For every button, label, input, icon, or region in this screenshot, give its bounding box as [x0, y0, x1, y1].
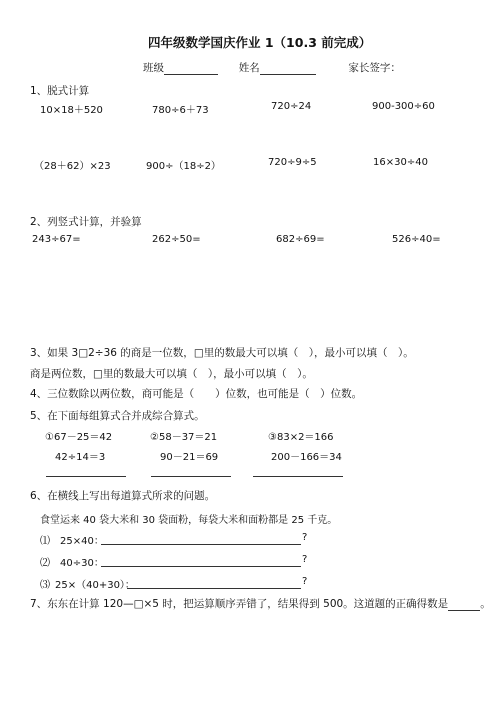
- q7-answer-blank[interactable]: [448, 598, 480, 611]
- q1-expr: 900÷（18÷2）: [146, 161, 221, 172]
- q5-eq: 200－166＝34: [271, 452, 342, 463]
- q2-item: 526÷40=: [392, 234, 441, 245]
- q6-item-number: ⑴: [40, 536, 50, 547]
- q3-line2: 商是两位数，□里的数最大可以填（ ），最小可以填（ ）。: [30, 368, 313, 380]
- q1-expr: 10×18＋520: [40, 105, 103, 116]
- q1-expr: 900-300÷60: [372, 101, 435, 112]
- q1-expr: 16×30÷40: [373, 157, 428, 168]
- q6-item-number: ⑵: [40, 558, 50, 569]
- blank-box-icon: □: [78, 347, 89, 359]
- q6-item-expr: 40÷30：: [60, 558, 104, 569]
- q5-eq: ②58－37＝21: [150, 432, 218, 443]
- q1-expr: 720÷24: [271, 101, 312, 112]
- name-label: 姓名: [238, 62, 260, 74]
- q6-heading: 6、在横线上写出每道算式所求的问题。: [30, 490, 216, 502]
- q5-answer-line[interactable]: [253, 476, 343, 477]
- q2-heading: 2、列竖式计算，并验算: [30, 216, 142, 228]
- q6-answer-line[interactable]: [101, 544, 301, 545]
- q1-expr: 720÷9÷5: [268, 157, 317, 168]
- blank-box-icon: □: [133, 598, 144, 610]
- q1-heading: 1、脱式计算: [30, 85, 90, 97]
- q1-expr: （28＋62）×23: [34, 161, 111, 172]
- header-row: [143, 60, 401, 75]
- q6-intro: 食堂运来 40 袋大米和 30 袋面粉，每袋大米和面粉都是 25 千克。: [40, 515, 338, 526]
- name-blank[interactable]: [260, 62, 316, 75]
- q6-item-expr: 25×（40+30）：: [55, 580, 135, 591]
- q6-item-end: ?: [302, 532, 308, 543]
- q6-item-expr: 25×40：: [60, 536, 104, 547]
- q6-answer-line[interactable]: [101, 566, 301, 567]
- class-blank[interactable]: [164, 62, 218, 75]
- q6-answer-line[interactable]: [127, 588, 301, 589]
- class-label: 班级: [143, 62, 164, 74]
- q2-item: 682÷69=: [276, 234, 325, 245]
- q5-eq: 90－21＝69: [160, 452, 219, 463]
- q5-eq: ③83×2＝166: [268, 432, 334, 443]
- q5-eq: ①67－25＝42: [45, 432, 113, 443]
- q6-item-end: ?: [302, 576, 308, 587]
- q3-line1: 3、如果 3□2÷36 的商是一位数，□里的数最大可以填（ ），最小可以填（ ）。: [30, 347, 414, 359]
- page-title: 四年级数学国庆作业 1（10.3 前完成）: [148, 35, 372, 50]
- q6-item-number: ⑶: [40, 580, 50, 591]
- q5-eq: 42÷14＝3: [55, 452, 106, 463]
- q5-answer-line[interactable]: [151, 476, 231, 477]
- blank-box-icon: □: [93, 368, 103, 380]
- q5-heading: 5、在下面每组算式合并成综合算式。: [30, 410, 205, 422]
- q2-item: 262÷50=: [152, 234, 201, 245]
- q7-text: 7、东东在计算 120—□×5 时，把运算顺序弄错了，结果得到 500。这道题的正确得数是 。: [30, 598, 491, 610]
- parent-signature-label: 家长签字：: [348, 62, 401, 74]
- q6-item-end: ?: [302, 554, 308, 565]
- q2-item: 243÷67=: [32, 234, 81, 245]
- q4-text: 4、三位数除以两位数，商可能是（ ）位数，也可能是（ ）位数。: [30, 388, 363, 400]
- q1-expr: 780÷6＋73: [152, 105, 209, 116]
- blank-box-icon: □: [193, 347, 204, 359]
- q5-answer-line[interactable]: [46, 476, 126, 477]
